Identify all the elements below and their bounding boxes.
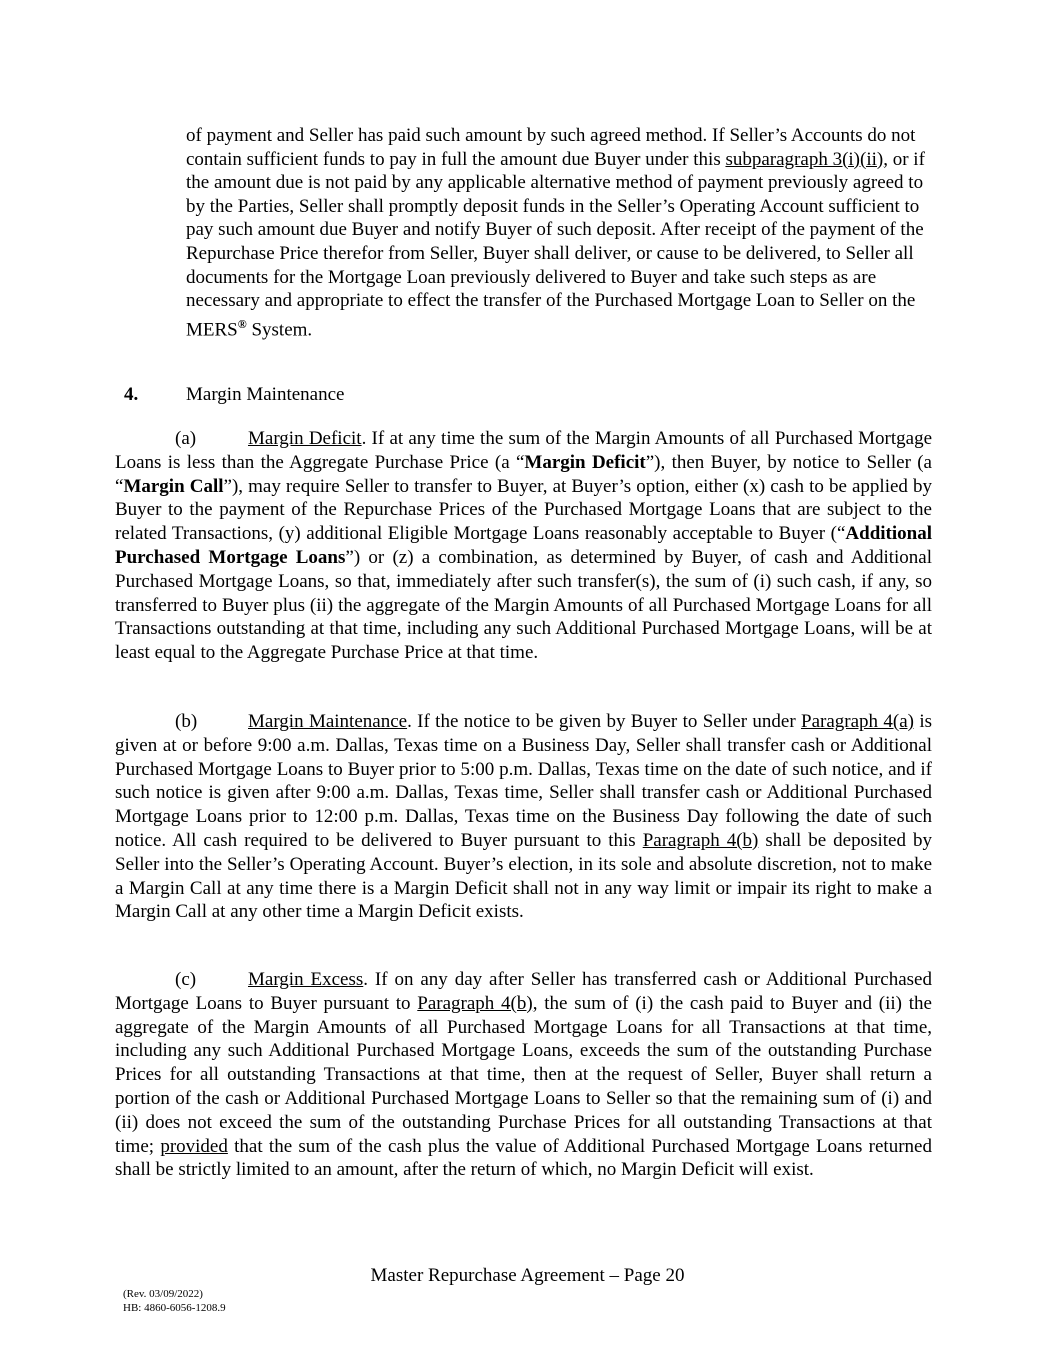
text-run: System. [246, 319, 313, 341]
defined-term: Margin Deficit [524, 451, 646, 473]
text-run: . If on any day after Seller has transferred cash or Additional Purchased Mortgage Loans to Buyer pursuant to [115, 969, 932, 1014]
text-run: ”), then Buyer, by notice to Seller (a “ [115, 451, 932, 497]
defined-term: Margin Call [123, 475, 224, 497]
cross-reference: subparagraph 3(i)(ii) [725, 148, 884, 170]
paragraph-heading: Margin Maintenance [248, 711, 408, 732]
text-run: , or if the amount due is not paid by any applicable alternative method of payment previously agreed to by the Parties, Seller shall promptly deposit funds in the Seller’s Operating Account sufficient to pay such amount due Buyer and notify Buyer of such deposit. After receipt of the payment of the Repurchase Price therefor from Seller, Buyer shall deliver, or cause to be delivered, to Seller all documents for the Mortgage Loan previously delivered to Buyer and take such steps as are necessary and appropriate to effect the transfer of the Purchased Mortgage Loan to Seller on the MERS [186, 148, 925, 341]
registered-mark: ® [237, 316, 247, 331]
text-run: that the sum of the cash plus the value of Additional Purchased Mortgage Loans returned shall be strictly limited to an amount, after the return of which, no Margin Deficit will exist. [115, 1135, 932, 1181]
section-number: 4. [124, 384, 139, 405]
defined-term: Additional Purchased Mortgage Loans [115, 523, 932, 568]
paragraph-label: (b) [175, 711, 198, 732]
revision-date: (Rev. 03/09/2022) [123, 1288, 203, 1300]
paragraph-label: (a) [175, 428, 197, 449]
proviso-term: provided [160, 1135, 228, 1157]
section-heading [124, 383, 344, 407]
text-run: is given at or before 9:00 a.m. Dallas, Texas time on a Business Day, Seller shall transfer cash or Additional Purchased Mortgage Loans to Buyer prior to 5:00 p.m. Dallas, Texas time on the date of such notice, and if such notice is given after 9:00 a.m. Dallas, Texas time, Seller shall transfer cash or Additional Purchased Mortgage Loans prior to 12:00 p.m. Dallas, Texas time on the Business Day following the date of such notice. All cash required to be delivered to Buyer pursuant to this [115, 711, 932, 851]
text-run: ”) or (z) a combination, as determined by Buyer, of cash and Additional Purchased Mortgage Loans, so that, immediately after such transfer(s), the sum of (i) such cash, if any, so transferred to Buyer plus (ii) the aggregate of the Margin Amounts of all Purchased Mortgage Loans for all Transactions outstanding at that time, including any such Additional Purchased Mortgage Loans, will be at least equal to the Aggregate Purchase Price at that time. [115, 546, 932, 664]
document-id: HB: 4860-6056-1208.9 [123, 1302, 226, 1314]
text-run: . If the notice to be given by Buyer to Seller under [407, 711, 801, 732]
continuation-paragraph [186, 124, 932, 342]
cross-reference: Paragraph 4(b) [642, 829, 759, 851]
paragraph-label: (c) [175, 969, 197, 990]
text-run: . If at any time the sum of the Margin Amounts of all Purchased Mortgage Loans is less than the Aggregate Purchase Price (a “ [115, 428, 933, 473]
text-run: , the sum of (i) the cash paid to Buyer and (ii) the aggregate of the Margin Amounts of all Purchased Mortgage Loans for all Transactions at that time, including any such Additional Purchased Mortgage Loans, exceeds the sum of the outstanding Purchase Prices for all outstanding Transactions at that time, then at the request of Seller, Buyer shall return a portion of the cash or Additional Purchased Mortgage Loans to Seller so that the remaining sum of (i) and (ii) does not exceed the sum of the outstanding Purchase Prices for all outstanding Transactions at that time; [115, 992, 932, 1157]
paragraph-heading: Margin Deficit [248, 428, 362, 449]
paragraph-margin-maintenance [115, 710, 932, 924]
text-run: of payment and Seller has paid such amount by such agreed method. If Seller’s Accounts do not contain sufficient funds to pay in full the amount due Buyer under this [186, 125, 916, 170]
paragraph-margin-excess [115, 968, 932, 1182]
text-run: shall be deposited by Seller into the Seller’s Operating Account. Buyer’s election, in its sole and absolute discretion, not to make a Margin Call at any time there is a Margin Deficit shall not in any way limit or impair its right to make a Margin Call at any other time a Margin Deficit exists. [115, 829, 932, 923]
page-footer-meta [123, 1287, 226, 1315]
page-footer-title: Master Repurchase Agreement – Page 20 [370, 1265, 685, 1286]
paragraph-margin-deficit [115, 427, 932, 665]
section-title: Margin Maintenance [186, 384, 345, 405]
cross-reference: Paragraph 4(a) [801, 711, 914, 732]
cross-reference: Paragraph 4(b) [417, 992, 533, 1014]
paragraph-heading: Margin Excess [248, 969, 364, 990]
text-run: ”), may require Seller to transfer to Buyer, at Buyer’s option, either (x) cash to be applied by Buyer to the payment of the Repurchase Prices of the Purchased Mortgage Loans that are subject to the related Transactions, (y) additional Eligible Mortgage Loans reasonably acceptable to Buyer (“ [115, 475, 932, 545]
